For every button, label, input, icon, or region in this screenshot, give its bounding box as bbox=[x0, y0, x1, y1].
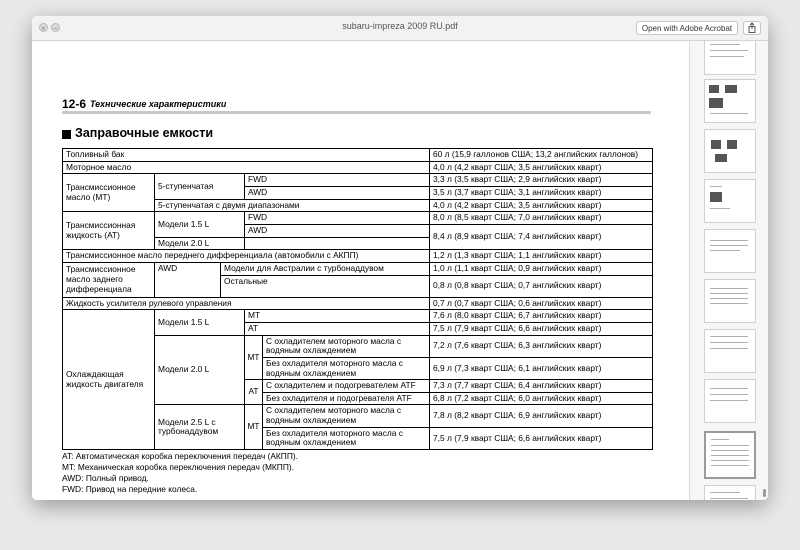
table-cell: Охлаждающая жидкость двигателя bbox=[63, 310, 155, 450]
page-header-title: Технические характеристики bbox=[90, 99, 227, 109]
page-thumbnail[interactable] bbox=[704, 379, 756, 423]
table-cell: 1,2 л (1,3 кварт США; 1,1 английских кварт) bbox=[430, 250, 653, 263]
table-cell: Модели 2.0 L bbox=[155, 335, 245, 405]
section-title: Заправочные емкости bbox=[75, 126, 214, 140]
table-cell: AT bbox=[245, 322, 430, 335]
table-cell: 7,2 л (7,6 кварт США; 6,3 английских кварт) bbox=[430, 335, 653, 357]
table-cell: 7,3 л (7,7 кварт США; 6,4 английских кварт) bbox=[430, 380, 653, 393]
table-cell: Без охладителя и подогревателя ATF bbox=[263, 392, 430, 405]
page-thumbnail[interactable] bbox=[704, 329, 756, 373]
table-row bbox=[63, 212, 653, 225]
page-thumbnail-current[interactable] bbox=[704, 431, 756, 479]
page-thumbnail[interactable] bbox=[704, 179, 756, 223]
table-cell: FWD bbox=[245, 212, 430, 225]
table-cell: 3,3 л (3,5 кварт США; 2,9 английских кварт) bbox=[430, 174, 653, 187]
footnotes bbox=[62, 451, 298, 495]
table-row bbox=[63, 297, 653, 310]
table-cell: Трансмиссионное масло (МТ) bbox=[63, 174, 155, 212]
table-cell: AWD bbox=[245, 224, 430, 237]
window-title: subaru-impreza 2009 RU.pdf bbox=[342, 21, 458, 31]
table-cell: 7,5 л (7,9 кварт США; 6,6 английских кварт) bbox=[430, 427, 653, 449]
table-cell: 5-ступенчатая bbox=[155, 174, 245, 199]
table-cell: С охладителем моторного масла с водяным охлаждением bbox=[263, 405, 430, 427]
table-cell: AWD bbox=[155, 262, 221, 297]
table-cell: Трансмиссионная жидкость (AT) bbox=[63, 212, 155, 250]
table-cell: 8,4 л (8,9 кварт США; 7,4 английских кварт) bbox=[430, 224, 653, 249]
table-cell: 4,0 л (4,2 кварт США; 3,5 английских кварт) bbox=[430, 199, 653, 212]
open-with-acrobat-button[interactable]: Open with Adobe Acrobat bbox=[636, 21, 738, 35]
table-cell: Модели для Австралии с турбонаддувом bbox=[221, 262, 430, 275]
table-cell: Модели 2.0 L bbox=[155, 237, 245, 250]
footnote: FWD: Привод на передние колеса. bbox=[62, 484, 198, 494]
table-cell: 0,8 л (0,8 кварт США; 0,7 английских кварт) bbox=[430, 275, 653, 297]
table-row bbox=[63, 310, 653, 323]
table-cell: Модели 1.5 L bbox=[155, 310, 245, 335]
table-cell: 7,6 л (8,0 кварт США; 6,7 английских кварт) bbox=[430, 310, 653, 323]
close-button[interactable]: × bbox=[39, 23, 48, 32]
page-header-number: 12-6 bbox=[62, 97, 87, 111]
page-thumbnail[interactable] bbox=[704, 229, 756, 273]
table-cell: 3,5 л (3,7 кварт США; 3,1 английских кварт) bbox=[430, 186, 653, 199]
table-cell: 7,8 л (8,2 кварт США; 6,9 английских кварт) bbox=[430, 405, 653, 427]
table-cell: AWD bbox=[245, 186, 430, 199]
table-cell: AT bbox=[245, 380, 263, 405]
page-thumbnail[interactable] bbox=[704, 279, 756, 323]
table-cell: 6,9 л (7,3 кварт США; 6,1 английских кварт) bbox=[430, 357, 653, 379]
table-cell: Трансмиссионное масло заднего дифференциала bbox=[63, 262, 155, 297]
title-bar bbox=[32, 16, 768, 41]
table-cell: Трансмиссионное масло переднего дифференциала (автомобили с АКПП) bbox=[63, 250, 430, 263]
page-thumbnail[interactable] bbox=[704, 79, 756, 123]
table-cell: Жидкость усилителя рулевого управления bbox=[63, 297, 430, 310]
table-cell bbox=[245, 237, 430, 250]
pdf-page-view[interactable] bbox=[32, 41, 688, 500]
table-row bbox=[63, 149, 653, 162]
preview-window bbox=[32, 16, 768, 500]
table-cell: Топливный бак bbox=[63, 149, 430, 162]
share-icon bbox=[744, 22, 760, 34]
table-cell: 60 л (15,9 галлонов США; 13,2 английских галлонов) bbox=[430, 149, 653, 162]
minimize-button[interactable]: – bbox=[51, 23, 60, 32]
table-cell: 4,0 л (4,2 кварт США; 3,5 английских кварт) bbox=[430, 161, 653, 174]
thumbnail-sidebar[interactable] bbox=[689, 41, 768, 500]
footnote: AT: Автоматическая коробка переключения передач (АКПП). bbox=[62, 451, 298, 461]
footnote: AWD: Полный привод. bbox=[62, 473, 149, 483]
header-rule bbox=[62, 111, 651, 114]
table-cell: 8,0 л (8,5 кварт США; 7,0 английских кварт) bbox=[430, 212, 653, 225]
table-row bbox=[63, 262, 653, 275]
table-cell: 1,0 л (1,1 кварт США; 0,9 английских кварт) bbox=[430, 262, 653, 275]
page-thumbnail[interactable] bbox=[704, 41, 756, 75]
section-square-icon bbox=[62, 130, 71, 139]
table-cell: Модели 2.5 L с турбонаддувом bbox=[155, 405, 245, 450]
footnote: MT: Механическая коробка переключения передач (МКПП). bbox=[62, 462, 294, 472]
table-cell: 6,8 л (7,2 кварт США; 6,0 английских кварт) bbox=[430, 392, 653, 405]
page-thumbnail[interactable] bbox=[704, 129, 756, 173]
sidebar-scrollbar[interactable] bbox=[763, 489, 766, 497]
table-cell: С охладителем и подогревателем ATF bbox=[263, 380, 430, 393]
share-button[interactable] bbox=[743, 21, 761, 35]
table-row bbox=[63, 174, 653, 187]
table-cell: Без охладителя моторного масла с водяным охлаждением bbox=[263, 357, 430, 379]
table-cell: MT bbox=[245, 335, 263, 380]
table-cell: MT bbox=[245, 405, 263, 450]
table-cell: Моторное масло bbox=[63, 161, 430, 174]
table-cell: С охладителем моторного масла с водяным охлаждением bbox=[263, 335, 430, 357]
table-cell: Модели 1.5 L bbox=[155, 212, 245, 237]
page-thumbnail[interactable] bbox=[704, 485, 756, 500]
capacities-table bbox=[62, 148, 653, 450]
table-row bbox=[63, 250, 653, 263]
table-cell: Остальные bbox=[221, 275, 430, 297]
table-cell: FWD bbox=[245, 174, 430, 187]
table-cell: 7,5 л (7,9 кварт США; 6,6 английских кварт) bbox=[430, 322, 653, 335]
table-cell: 0,7 л (0,7 кварт США; 0,6 английских кварт) bbox=[430, 297, 653, 310]
table-cell: Без охладителя моторного масла с водяным охлаждением bbox=[263, 427, 430, 449]
table-row bbox=[63, 161, 653, 174]
table-cell: 5-ступенчатая с двумя диапазонами bbox=[155, 199, 430, 212]
table-cell: MT bbox=[245, 310, 430, 323]
